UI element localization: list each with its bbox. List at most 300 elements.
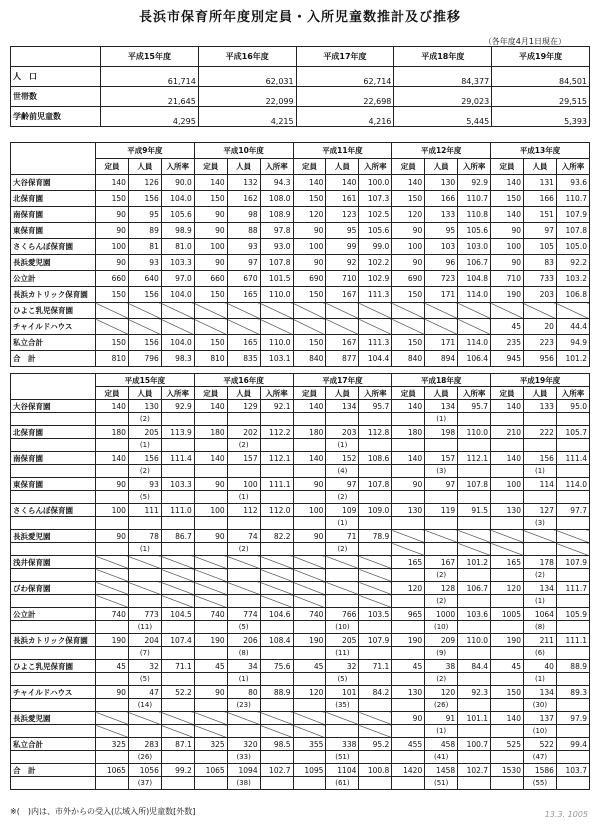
spacer-cell [260,439,293,452]
table-cell: 956 [523,351,556,367]
spacer-cell [96,569,129,582]
blank-cell [128,303,161,319]
blank-cell [392,530,425,543]
table-cell: 104.8 [458,271,491,287]
column-header: 入所率 [458,159,491,175]
spacer-cell [556,569,589,582]
table-cell: 111.3 [359,287,392,303]
table-cell: 198 [425,426,458,439]
table-cell: 150 [491,686,524,699]
blank-cell [194,582,227,595]
table-cell: 190 [293,634,326,647]
outside-city-count: (30) [523,699,556,712]
column-header: 定員 [392,387,425,400]
outside-city-count [425,517,458,530]
blank-cell [359,303,392,319]
table-cell: 161 [326,191,359,207]
table-cell: 133 [425,207,458,223]
summary-row [11,87,590,107]
outside-city-count: (14) [128,699,161,712]
outside-city-count: (1) [326,517,359,530]
table-cell: 90 [392,478,425,491]
blank-cell [128,582,161,595]
table-cell: 156 [523,452,556,465]
column-header: 人員 [227,159,260,175]
table-cell: 167 [326,335,359,351]
spacer-cell [293,725,326,738]
table-cell: 98.3 [161,351,194,367]
table-cell: 1095 [293,764,326,777]
blank-cell [392,319,425,335]
table-cell: 132 [227,175,260,191]
blank-cell [359,582,392,595]
outside-city-count [128,725,161,738]
table-cell: 100.0 [359,175,392,191]
facility-name: 大谷保育園 [11,175,96,191]
spacer-cell [359,647,392,660]
blank-cell [326,582,359,595]
table-cell: 877 [326,351,359,367]
table-cell: 100 [194,504,227,517]
spacer-cell [458,595,491,608]
label-spacer [11,751,96,764]
outside-city-row [11,673,590,686]
spacer-cell [194,491,227,504]
table-cell: 165 [392,556,425,569]
spacer-cell [491,491,524,504]
table-cell: 190 [392,634,425,647]
spacer-cell [392,413,425,426]
table-cell: 105.6 [359,223,392,239]
facility-name: さくらんぼ保育園 [11,504,96,517]
spacer-cell [161,543,194,556]
table-cell: 283 [128,738,161,751]
spacer-cell [96,647,129,660]
blank-cell [96,319,129,335]
table-cell: 105.9 [556,608,589,621]
table-cell: 112.2 [260,426,293,439]
blank-cell [293,303,326,319]
table-cell: 100 [293,239,326,255]
column-header: 定員 [491,387,524,400]
spacer-cell [161,621,194,634]
spacer-cell [194,699,227,712]
table-cell: 140 [96,452,129,465]
outside-city-count [326,595,359,608]
column-header: 人員 [326,159,359,175]
table-cell: 102.2 [359,255,392,271]
table-cell: 99.2 [161,764,194,777]
spacer-cell [491,673,524,686]
table-cell: 165 [227,287,260,303]
table-row [11,556,590,569]
table-cell: 93 [128,255,161,271]
table-cell: 320 [227,738,260,751]
table-row [11,764,590,777]
table-cell: 104.0 [161,191,194,207]
facility-name: 北保育園 [11,191,96,207]
table-cell: 1064 [523,608,556,621]
table-cell: 130 [392,504,425,517]
table-cell: 103.0 [458,239,491,255]
table-cell: 152 [326,452,359,465]
year-header: 平成18年度 [392,374,491,387]
table-row [11,351,590,367]
spacer-cell [96,751,129,764]
spacer-cell [161,491,194,504]
spacer-cell [359,777,392,790]
outside-city-row [11,569,590,582]
column-header: 定員 [96,159,129,175]
outside-city-row [11,465,590,478]
table-cell: 165 [227,335,260,351]
table-cell: 1530 [491,764,524,777]
table-cell: 71 [326,530,359,543]
table-row [11,452,590,465]
spacer-cell [359,439,392,452]
table-cell: 1065 [194,764,227,777]
table-cell: 100 [96,239,129,255]
outside-city-row [11,491,590,504]
spacer-cell [458,647,491,660]
table-cell: 156 [128,191,161,207]
table-cell: 102.7 [458,764,491,777]
table-cell: 100 [293,504,326,517]
table-cell: 90 [96,255,129,271]
table-cell: 110.8 [458,207,491,223]
table-cell: 180 [392,426,425,439]
blank-cell [227,556,260,569]
table-cell: 82.2 [260,530,293,543]
table-cell: 96 [425,255,458,271]
table-cell: 81.0 [161,239,194,255]
spacer-cell [96,491,129,504]
table-cell: 190 [194,634,227,647]
spacer-cell [359,595,392,608]
spacer-cell [556,543,589,556]
outside-city-count: (5) [128,673,161,686]
blank-cell [556,530,589,543]
table-cell: 157 [227,452,260,465]
spacer-cell [96,673,129,686]
table-cell: 93.0 [260,239,293,255]
outside-city-count: (1) [523,673,556,686]
table-cell: 90 [194,207,227,223]
blank-cell [523,530,556,543]
table-cell: 810 [96,351,129,367]
table-cell: 140 [194,175,227,191]
year-header: 平成10年度 [194,143,293,159]
table-cell: 110.0 [458,634,491,647]
table-cell: 150 [392,335,425,351]
label-spacer [11,543,96,556]
column-header: 定員 [293,159,326,175]
outside-city-row [11,751,590,764]
table-cell: 97.0 [161,271,194,287]
outside-city-row [11,439,590,452]
table-cell: 103.7 [556,764,589,777]
table-cell: 100 [392,239,425,255]
blank-cell [293,556,326,569]
outside-city-row [11,595,590,608]
header-blank [11,374,96,400]
outside-city-count: (2) [128,465,161,478]
table-cell: 112 [227,504,260,517]
table-cell: 88 [227,223,260,239]
spacer-cell [392,439,425,452]
spacer-cell [392,699,425,712]
outside-city-count: (1) [326,439,359,452]
table-cell: 120 [293,207,326,223]
summary-row [11,107,590,127]
table-cell: 120 [425,686,458,699]
table-row [11,191,590,207]
table-cell: 150 [96,191,129,207]
table-cell: 150 [293,191,326,207]
spacer-cell [491,413,524,426]
table-cell: 137 [523,712,556,725]
table-cell: 180 [293,426,326,439]
outside-city-count: (37) [128,777,161,790]
handwritten-note: 13.3. 1005 [544,810,588,819]
column-header: 定員 [96,387,129,400]
label-spacer [11,413,96,426]
year-header: 平成15年度 [96,374,195,387]
table-row [11,686,590,699]
table-cell: 99 [326,239,359,255]
table-cell: 111.1 [556,634,589,647]
table-cell: 102.5 [359,207,392,223]
outside-city-count [326,725,359,738]
spacer-cell [458,751,491,764]
table-cell: 740 [293,608,326,621]
table-cell: 45 [96,660,129,673]
outside-city-count: (35) [326,699,359,712]
blank-cell [326,556,359,569]
table-cell: 660 [96,271,129,287]
table-cell: 355 [293,738,326,751]
label-spacer [11,439,96,452]
spacer-cell [556,725,589,738]
table-cell: 110.0 [260,335,293,351]
spacer-cell [556,439,589,452]
label-spacer [11,465,96,478]
spacer-cell [161,751,194,764]
table-cell: 157 [425,452,458,465]
column-header: 人員 [523,159,556,175]
table-cell: 45 [491,319,524,335]
table-cell: 97 [227,255,260,271]
table-cell: 83 [523,255,556,271]
table-cell: 140 [293,400,326,413]
table-cell: 103.2 [556,271,589,287]
table-cell: 74 [227,530,260,543]
table-cell: 112.0 [260,504,293,517]
table-cell: 156 [128,287,161,303]
table-cell: 150 [491,191,524,207]
table-row [11,175,590,191]
blank-cell [359,319,392,335]
spacer-cell [194,673,227,686]
spacer-cell [260,491,293,504]
outside-city-count: (2) [227,439,260,452]
outside-city-count [523,491,556,504]
table-cell: 140 [491,207,524,223]
table-cell: 1094 [227,764,260,777]
outside-city-count [326,413,359,426]
spacer-cell [458,725,491,738]
table-row [11,207,590,223]
blank-cell [491,530,524,543]
table-cell: 203 [523,287,556,303]
table-cell: 90 [96,207,129,223]
table-cell: 90 [392,255,425,271]
table-row [11,426,590,439]
table-cell: 100 [194,239,227,255]
spacer-cell [161,777,194,790]
table-cell: 774 [227,608,260,621]
table-cell: 20 [523,319,556,335]
table-cell: 107.8 [556,223,589,239]
blank-cell [458,303,491,319]
table-cell: 190 [96,634,129,647]
spacer-cell [293,569,326,582]
label-spacer [11,621,96,634]
spacer-cell [96,413,129,426]
table-cell: 140 [194,400,227,413]
table-cell: 209 [425,634,458,647]
outside-city-count: (47) [523,751,556,764]
spacer-cell [260,673,293,686]
spacer-cell [359,517,392,530]
table-cell: 126 [128,175,161,191]
table-cell: 92.9 [458,175,491,191]
outside-city-count: (3) [523,517,556,530]
spacer-cell [491,647,524,660]
outside-city-count [227,595,260,608]
blank-cell [425,530,458,543]
blank-cell [96,582,129,595]
spacer-cell [293,439,326,452]
table-cell: 210 [491,426,524,439]
spacer-cell [392,621,425,634]
table-cell: 894 [425,351,458,367]
table-cell: 95.0 [556,400,589,413]
table-cell: 112.1 [458,452,491,465]
outside-city-row [11,647,590,660]
outside-city-count: (9) [425,647,458,660]
table-cell: 140 [392,400,425,413]
table-cell: 95.7 [359,400,392,413]
table-cell: 107.8 [359,478,392,491]
table-cell: 40 [523,660,556,673]
column-header: 入所率 [359,159,392,175]
column-header: 人員 [326,387,359,400]
column-header: 入所率 [260,159,293,175]
table-cell: 90 [96,223,129,239]
spacer-cell [359,569,392,582]
table-cell: 130 [425,175,458,191]
table-cell: 90 [293,478,326,491]
spacer-cell [491,777,524,790]
table-cell: 111.3 [359,335,392,351]
table-cell: 114 [523,478,556,491]
table-cell: 32 [326,660,359,673]
outside-city-count: (1) [227,673,260,686]
outside-city-count: (1) [227,491,260,504]
summary-value: 62,031 [198,67,296,87]
spacer-cell [491,439,524,452]
label-spacer [11,725,96,738]
table-cell: 80 [227,686,260,699]
outside-city-count: (51) [326,751,359,764]
spacer-cell [359,621,392,634]
table-cell: 104.4 [359,351,392,367]
spacer-cell [194,777,227,790]
outside-city-count [128,595,161,608]
facility-name: 合 計 [11,764,96,777]
table-cell: 525 [491,738,524,751]
table-cell: 100 [491,239,524,255]
facility-name: 私立合計 [11,335,96,351]
spacer-cell [458,569,491,582]
spacer-cell [392,569,425,582]
outside-city-count: (11) [326,647,359,660]
table-cell: 103.3 [161,478,194,491]
spacer-cell [392,777,425,790]
facility-name: 長浜カトリック保育園 [11,287,96,303]
table-cell: 52.2 [161,686,194,699]
spacer-cell [491,699,524,712]
blank-cell [425,303,458,319]
spacer-cell [491,725,524,738]
outside-city-count: (6) [523,647,556,660]
column-header: 入所率 [161,159,194,175]
table-cell: 104.0 [161,335,194,351]
facility-name: ひよこ乳児保育園 [11,303,96,319]
facility-name: 私立合計 [11,738,96,751]
outside-city-count: (2) [326,491,359,504]
table-cell: 102.9 [359,271,392,287]
table-cell: 140 [293,452,326,465]
table-cell: 87.1 [161,738,194,751]
blank-cell [260,582,293,595]
table-cell: 105.7 [556,426,589,439]
spacer-cell [458,439,491,452]
spacer-cell [359,465,392,478]
spacer-cell [392,673,425,686]
spacer-cell [260,647,293,660]
spacer-cell [359,673,392,686]
column-header: 定員 [491,159,524,175]
year-header: 平成9年度 [96,143,195,159]
outside-city-count: (1) [128,543,161,556]
table-row [11,255,590,271]
table-cell: 203 [326,426,359,439]
spacer-cell [194,569,227,582]
table-cell: 104.5 [161,608,194,621]
table-cell: 106.7 [458,582,491,595]
spacer-cell [556,465,589,478]
table-row [11,319,590,335]
summary-value: 5,393 [492,107,590,127]
outside-city-count: (2) [227,543,260,556]
blank-cell [260,556,293,569]
table-cell: 91.5 [458,504,491,517]
table-row [11,634,590,647]
spacer-cell [260,777,293,790]
table-cell: 81 [128,239,161,255]
